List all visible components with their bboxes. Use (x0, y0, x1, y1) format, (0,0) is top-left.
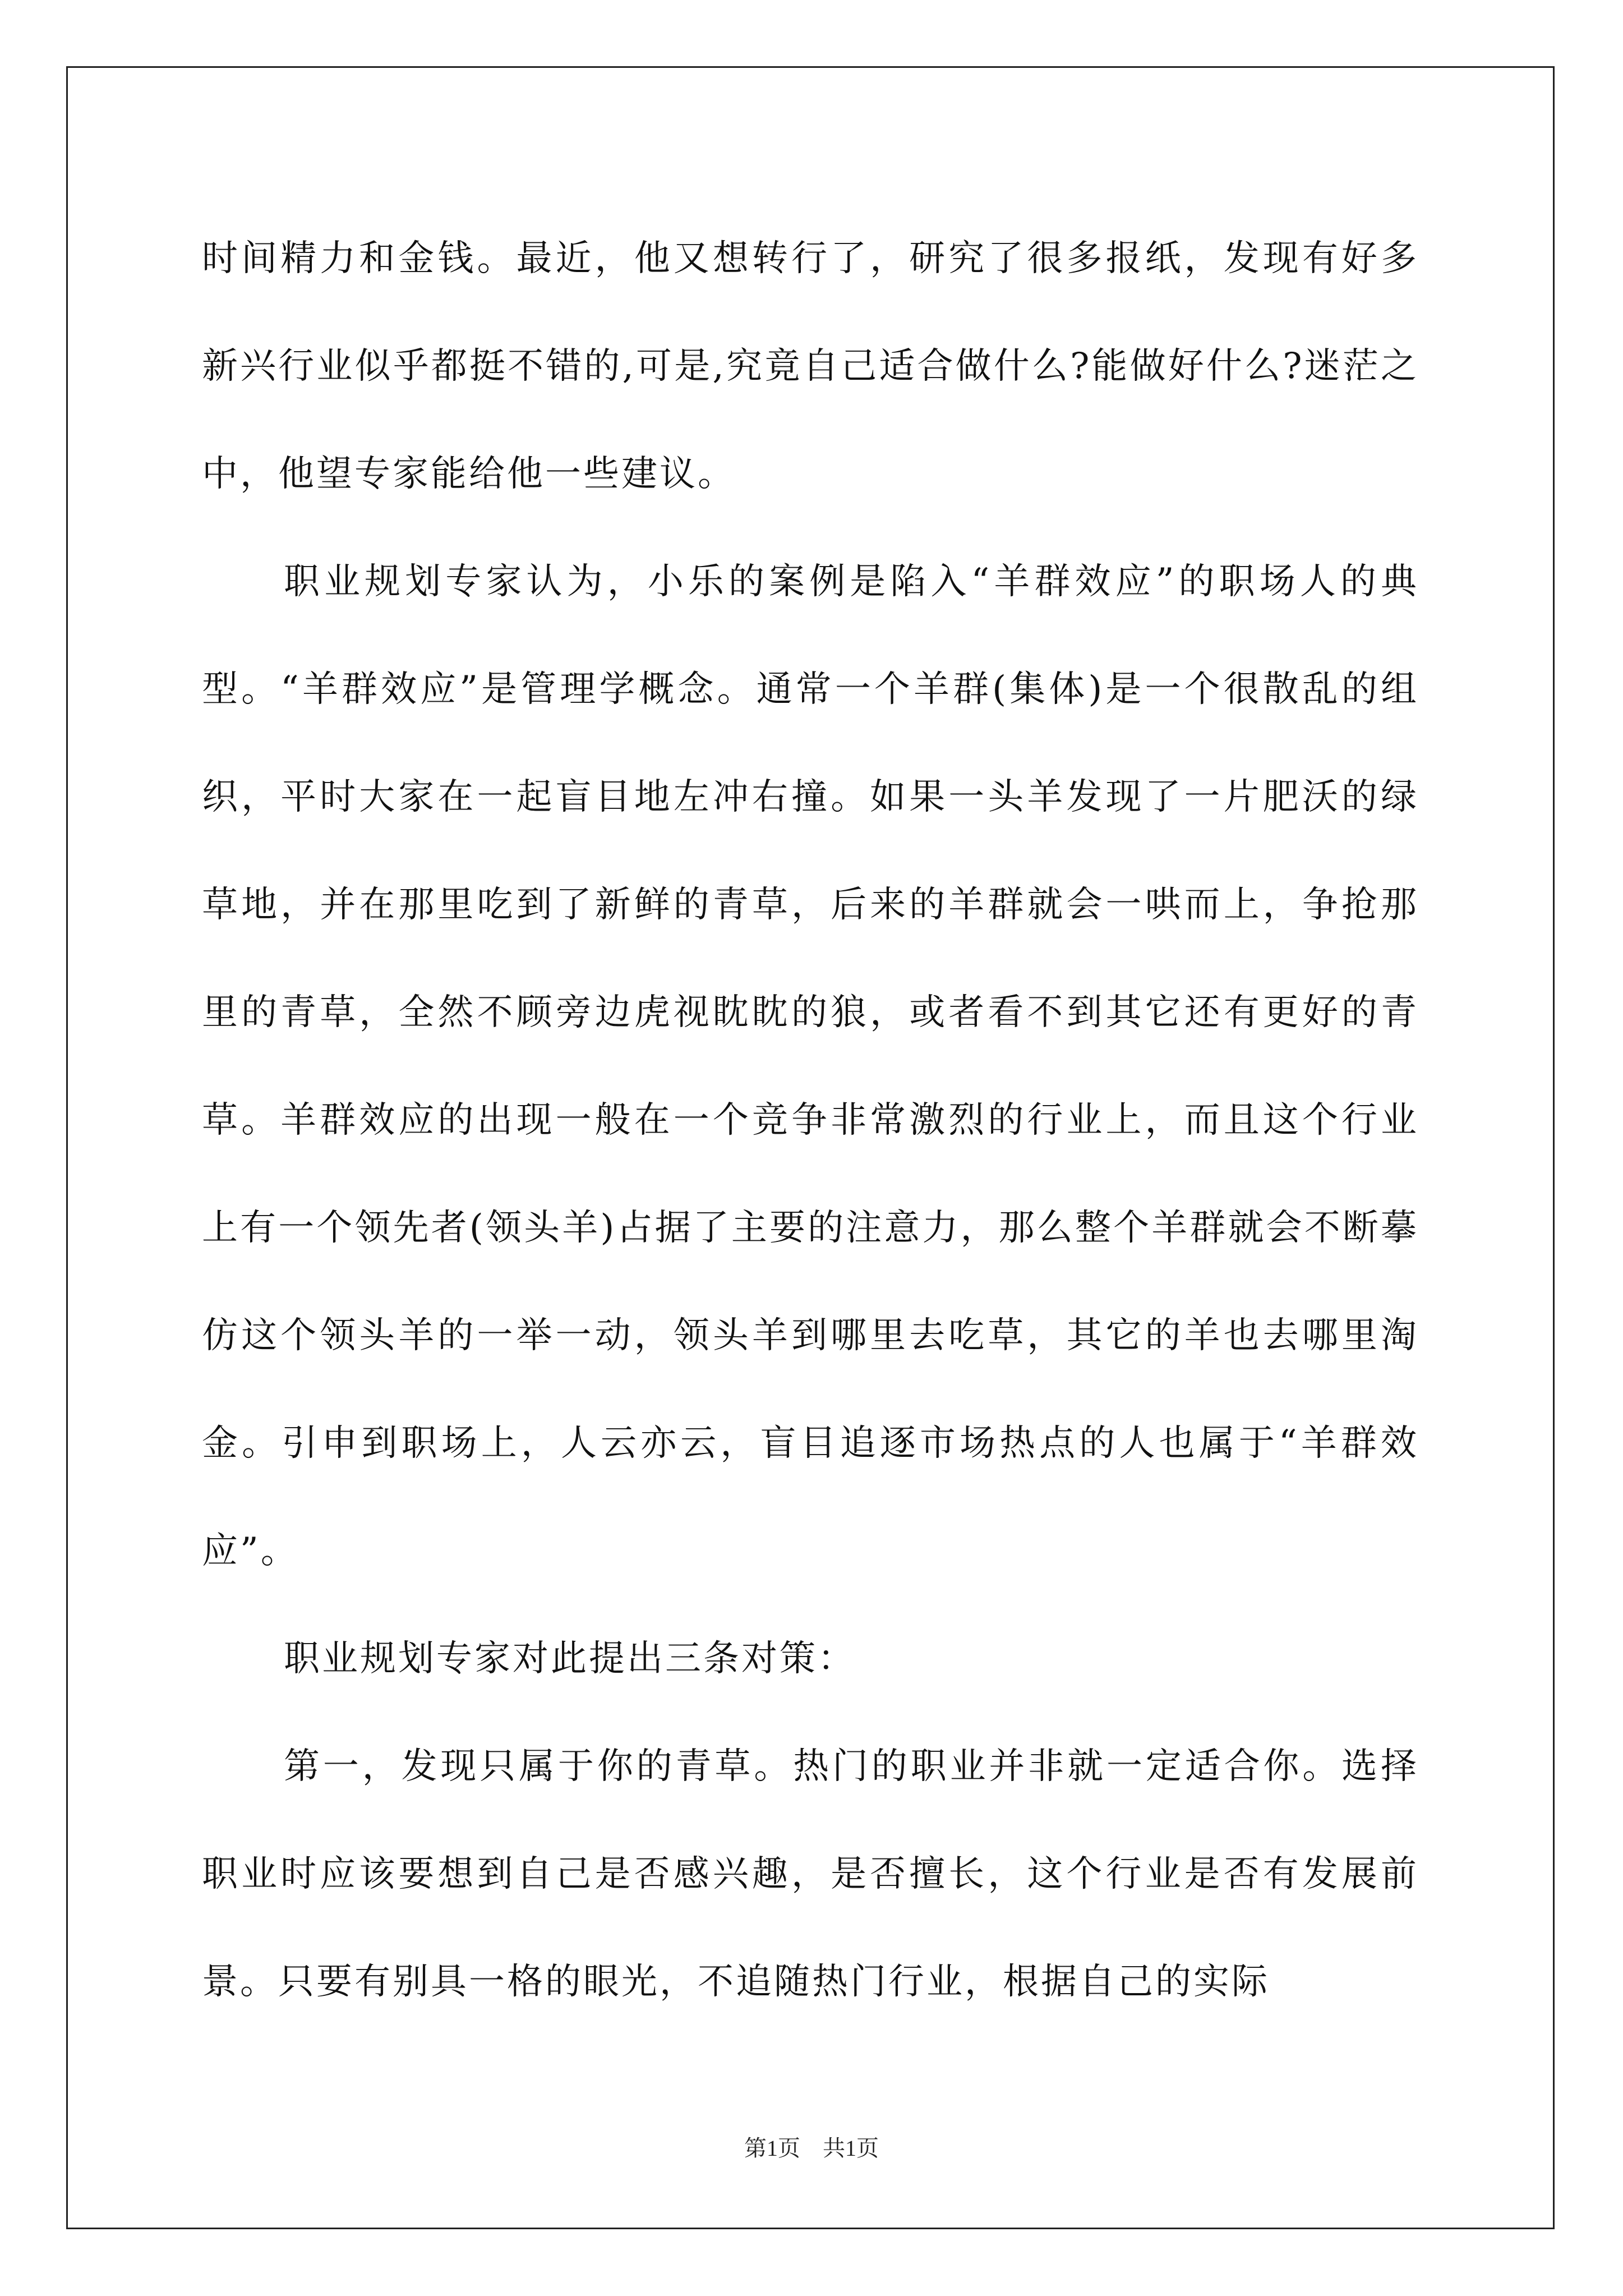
paragraph-countermeasure-one: 第一，发现只属于你的青草。热门的职业并非就一定适合你。选择职业时应该要想到自己是否感兴趣，是否擅长，这个行业是否有发展前景。只要有别具一格的眼光，不追随热门行业，根据自己的实际 (202, 1746, 1419, 2003)
paragraph-herd-effect: 职业规划专家认为，小乐的案例是陷入“羊群效应”的职场人的典型。“羊群效应”是管理学概念。通常一个羊群(集体)是一个很散乱的组织，平时大家在一起盲目地左冲右撞。如果一头羊发现了一片肥沃的绿草地，并在那里吃到了新鲜的青草，后来的羊群就会一哄而上，争抢那里的青草，全然不顾旁边虎视眈眈的狼，或者看不到其它还有更好的青草。羊群效应的出现一般在一个竞争非常激烈的行业上，而且这个行业上有一个领先者(领头羊)占据了主要的注意力，那么整个羊群就会不断摹仿这个领头羊的一举一动，领头羊到哪里去吃草，其它的羊也去哪里淘金。引申到职场上，人云亦云，盲目追逐市场热点的人也属于“羊群效应”。 (202, 561, 1419, 1572)
document-body (202, 205, 1419, 2036)
page-number-footer: 第1页 共1页 (744, 2136, 879, 2161)
paragraph-countermeasures-intro: 职业规划专家对此提出三条对策： (284, 1638, 856, 1680)
paragraph-continuation: 时间精力和金钱。最近，他又想转行了，研究了很多报纸，发现有好多新兴行业似乎都挺不错的,可是,究竟自己适合做什么?能做好什么?迷茫之中，他望专家能给他一些建议。 (202, 238, 1419, 495)
